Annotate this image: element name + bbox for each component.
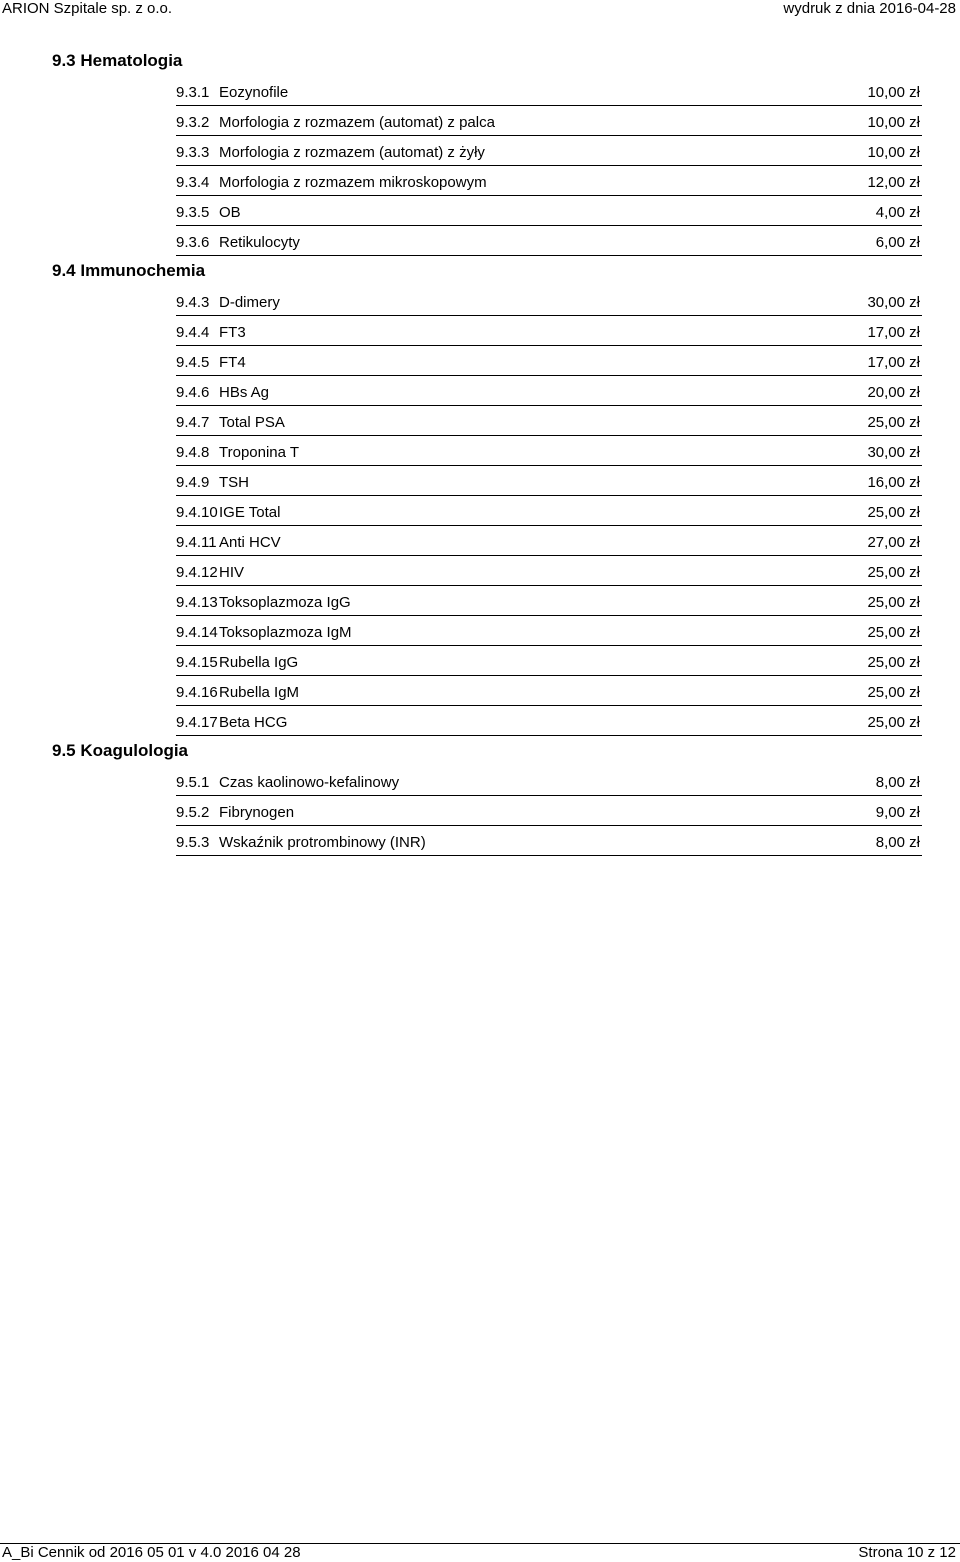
section-title: 9.5 Koagulologia: [52, 741, 189, 760]
list-item: [176, 466, 922, 496]
item-code: 9.3.2: [176, 114, 210, 131]
item-code: 9.4.17: [176, 714, 218, 731]
list-item: [176, 226, 922, 256]
list-item: [176, 376, 922, 406]
list-item: [176, 436, 922, 466]
item-price: 9,00 zł: [875, 804, 920, 821]
list-item: [176, 556, 922, 586]
item-name: FT4: [219, 354, 246, 371]
page-footer: [0, 1543, 960, 1562]
item-code: 9.4.5: [176, 354, 210, 371]
section-title: 9.3 Hematologia: [52, 51, 183, 70]
item-code: 9.4.12: [176, 564, 218, 581]
item-code: 9.4.14: [176, 624, 218, 641]
item-code: 9.4.16: [176, 684, 218, 701]
list-item: [176, 166, 922, 196]
item-code: 9.4.8: [176, 444, 210, 461]
list-item: [176, 646, 922, 676]
item-price: 25,00 zł: [867, 624, 920, 641]
item-name: Retikulocyty: [219, 234, 300, 251]
item-code: 9.3.6: [176, 234, 210, 251]
list-item: [176, 346, 922, 376]
item-name: OB: [219, 204, 241, 221]
company-name: ARION Szpitale sp. z o.o.: [2, 0, 173, 17]
item-code: 9.4.13: [176, 594, 218, 611]
list-item: [176, 526, 922, 556]
item-name: HBs Ag: [219, 384, 270, 401]
item-price: 17,00 zł: [867, 354, 920, 371]
item-name: Total PSA: [219, 414, 285, 431]
list-item: [176, 676, 922, 706]
list-item: [176, 76, 922, 106]
list-item: [176, 196, 922, 226]
list-item: [176, 766, 922, 796]
list-item: [176, 406, 922, 436]
item-code: 9.4.7: [176, 414, 210, 431]
item-code: 9.5.2: [176, 804, 210, 821]
item-code: 9.5.1: [176, 774, 210, 791]
item-name: Eozynofile: [219, 84, 289, 101]
item-price: 25,00 zł: [867, 714, 920, 731]
section-koagulologia: [0, 736, 960, 856]
item-price: 25,00 zł: [867, 504, 920, 521]
item-price: 17,00 zł: [867, 324, 920, 341]
list-item: [176, 316, 922, 346]
price-list: [0, 46, 960, 856]
item-code: 9.4.11: [176, 534, 217, 551]
section-immunochemia: [0, 256, 960, 736]
list-item: [176, 496, 922, 526]
item-code: 9.3.1: [176, 84, 210, 101]
item-name: Rubella IgG: [219, 654, 299, 671]
list-item: [176, 796, 922, 826]
item-name: IGE Total: [219, 504, 281, 521]
item-name: Rubella IgM: [219, 684, 300, 701]
item-code: 9.3.4: [176, 174, 210, 191]
item-code: 9.4.3: [176, 294, 210, 311]
item-price: 12,00 zł: [867, 174, 920, 191]
item-code: 9.4.9: [176, 474, 210, 491]
list-item: [176, 106, 922, 136]
item-name: Wskaźnik protrombinowy (INR): [219, 834, 426, 851]
item-name: Morfologia z rozmazem (automat) z żyły: [219, 144, 485, 161]
page-header: [0, 0, 960, 18]
item-name: Czas kaolinowo-kefalinowy: [219, 774, 400, 791]
item-price: 25,00 zł: [867, 684, 920, 701]
item-price: 10,00 zł: [867, 84, 920, 101]
section-title: 9.4 Immunochemia: [52, 261, 206, 280]
item-name: TSH: [219, 474, 249, 491]
item-price: 8,00 zł: [875, 774, 920, 791]
item-name: Toksoplazmoza IgM: [219, 624, 352, 641]
item-price: 30,00 zł: [867, 294, 920, 311]
item-price: 4,00 zł: [875, 204, 920, 221]
item-price: 20,00 zł: [867, 384, 920, 401]
list-item: [176, 286, 922, 316]
document-version: A_Bi Cennik od 2016 05 01 v 4.0 2016 04 28: [2, 1544, 301, 1561]
item-name: Fibrynogen: [219, 804, 295, 821]
list-item: [176, 706, 922, 736]
item-name: Anti HCV: [219, 534, 281, 551]
item-code: 9.5.3: [176, 834, 210, 851]
item-price: 8,00 zł: [875, 834, 920, 851]
item-price: 25,00 zł: [867, 564, 920, 581]
section-hematologia: [0, 46, 960, 256]
item-price: 25,00 zł: [867, 594, 920, 611]
item-code: 9.4.10: [176, 504, 218, 521]
item-name: Morfologia z rozmazem mikroskopowym: [219, 174, 487, 191]
item-code: 9.3.3: [176, 144, 210, 161]
list-item: [176, 826, 922, 856]
item-price: 6,00 zł: [875, 234, 920, 251]
item-name: FT3: [219, 324, 246, 341]
item-code: 9.4.6: [176, 384, 210, 401]
item-name: D-dimery: [219, 294, 280, 311]
item-price: 10,00 zł: [867, 144, 920, 161]
item-price: 25,00 zł: [867, 654, 920, 671]
item-price: 30,00 zł: [867, 444, 920, 461]
list-item: [176, 616, 922, 646]
item-code: 9.4.15: [176, 654, 218, 671]
page-number: Strona 10 z 12: [858, 1544, 956, 1561]
item-price: 16,00 zł: [867, 474, 920, 491]
print-date: wydruk z dnia 2016-04-28: [783, 0, 956, 17]
item-name: Troponina T: [219, 444, 300, 461]
item-price: 10,00 zł: [867, 114, 920, 131]
list-item: [176, 586, 922, 616]
list-item: [176, 136, 922, 166]
item-name: HIV: [219, 564, 245, 581]
item-price: 25,00 zł: [867, 414, 920, 431]
item-code: 9.3.5: [176, 204, 210, 221]
item-code: 9.4.4: [176, 324, 210, 341]
item-name: Beta HCG: [219, 714, 288, 731]
item-price: 27,00 zł: [867, 534, 920, 551]
item-name: Morfologia z rozmazem (automat) z palca: [219, 114, 495, 131]
item-name: Toksoplazmoza IgG: [219, 594, 351, 611]
